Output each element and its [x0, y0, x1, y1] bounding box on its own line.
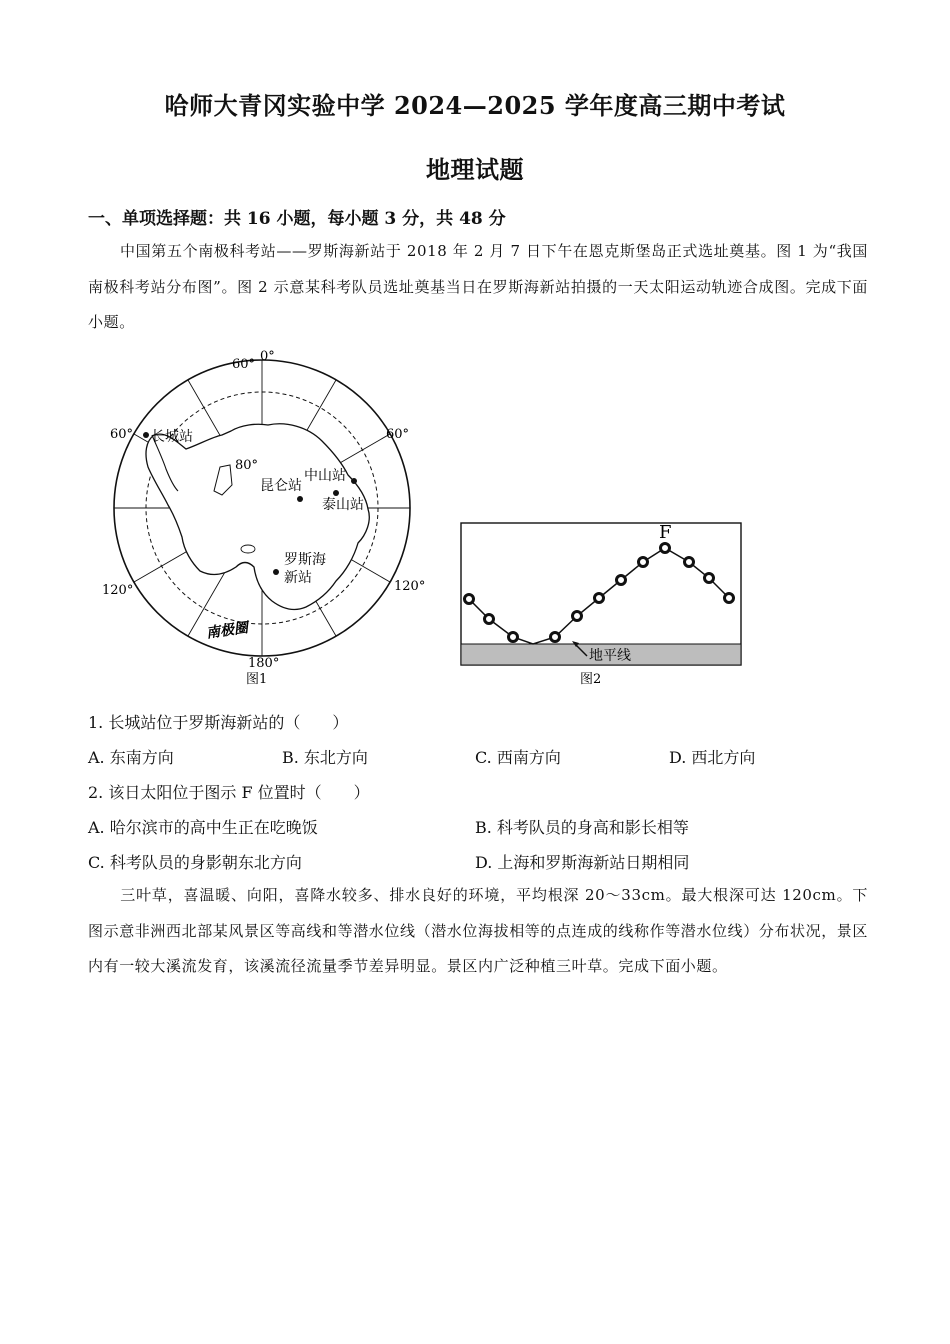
exam-subtitle: 地理试题	[426, 155, 524, 184]
q1-option-c[interactable]: C. 西南方向	[475, 748, 561, 767]
lon-label-120-right: 120°	[394, 579, 426, 594]
exam-title: 哈师大青冈实验中学 2024—2025 学年度高三期中考试	[164, 91, 786, 120]
lon-label-0: 0°	[260, 349, 275, 364]
passage-2	[88, 878, 868, 985]
sun-point-f: F	[659, 522, 672, 543]
q2-option-c[interactable]: C. 科考队员的身影朝东北方向	[88, 853, 302, 872]
station-changcheng: 长城站	[151, 429, 193, 445]
q1-option-b[interactable]: B. 东北方向	[282, 748, 368, 767]
q2-option-d[interactable]: D. 上海和罗斯海新站日期相同	[475, 853, 690, 872]
lat-label-80: 80°	[235, 458, 259, 473]
section-heading: 一、单项选择题：共 16 小题，每小题 3 分，共 48 分	[88, 209, 506, 229]
lon-label-180: 180°	[248, 656, 280, 671]
question-2-stem: 2. 该日太阳位于图示 F 位置时（ ）	[88, 783, 370, 802]
q1-option-a[interactable]: A. 东南方向	[88, 748, 174, 767]
figure-2-sun-track	[455, 520, 750, 690]
q2-option-b[interactable]: B. 科考队员的身高和影长相等	[475, 818, 689, 837]
lon-label-60-left: 60°	[110, 427, 134, 442]
lon-label-120-left: 120°	[102, 583, 134, 598]
station-kunlun: 昆仑站	[260, 478, 302, 494]
question-1-stem: 1. 长城站位于罗斯海新站的（ ）	[88, 713, 349, 732]
horizon-label: 地平线	[589, 648, 631, 664]
station-zhongshan: 中山站	[304, 468, 346, 484]
station-taishan: 泰山站	[322, 497, 364, 513]
station-ross-line1: 罗斯海	[284, 552, 326, 568]
station-ross-line2: 新站	[284, 570, 312, 586]
passage-1	[88, 234, 868, 341]
passage-2-text: 三叶草，喜温暖、向阳，喜降水较多、排水良好的环境，平均根深 20～33cm。最大根深可达 120cm。下图示意非洲西北部某风景区等高线和等潜水位线（潜水位海拔相等的点连成的线称作等潜水位线）分布状况，景区内有一较大溪流发育，该溪流径流量季节差异明显。景区内广泛种植三叶草。完成下面小题。	[88, 886, 869, 975]
figure-1-antarctic-map	[96, 345, 436, 690]
figure-2-caption: 图2	[580, 672, 602, 687]
q1-option-d[interactable]: D. 西北方向	[669, 748, 756, 767]
figure-1-caption: 图1	[246, 672, 268, 687]
lon-label-60-right: 60°	[386, 427, 410, 442]
antarctic-circle-label: 南极圈	[205, 620, 250, 642]
q2-option-a[interactable]: A. 哈尔滨市的高中生正在吃晚饭	[88, 818, 318, 837]
passage-1-text: 中国第五个南极科考站——罗斯海新站于 2018 年 2 月 7 日下午在恩克斯堡岛正式选址奠基。图 1 为“我国南极科考站分布图”。图 2 示意某科考队员选址奠基当日在罗斯海新站拍摄的一天太阳运动轨迹合成图。完成下面小题。	[88, 242, 868, 331]
lon-label-60-top: 60°	[232, 357, 256, 372]
